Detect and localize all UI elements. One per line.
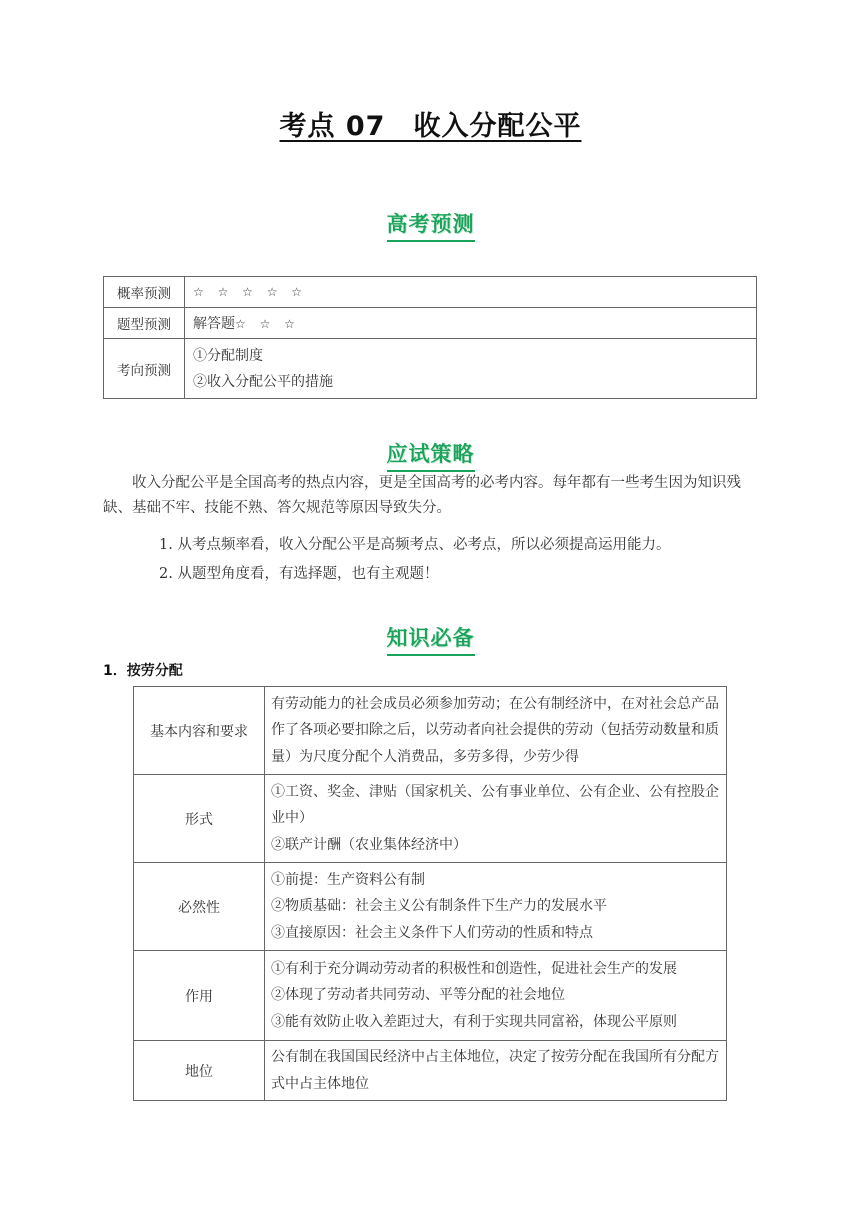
strategy-point-1: 1. 从考点频率看，收入分配公平是高频考点、必考点，所以必须提高运用能力。 <box>159 537 671 553</box>
necessity-line-3: ③直接原因：社会主义条件下人们劳动的性质和特点 <box>271 924 593 941</box>
table-row <box>104 308 757 339</box>
effect-line-3: ③能有效防止收入差距过大，有利于实现共同富裕，体现公平原则 <box>271 1013 677 1030</box>
table-row <box>134 1041 727 1101</box>
strategy-intro: 收入分配公平是全国高考的热点内容，更是全国高考的必考内容。每年都有一些考生因为知识残缺、基础不牢、技能不熟、答欠规范等原因导致失分。 <box>103 475 741 516</box>
question-type: 解答题 <box>193 316 235 332</box>
page-title: 考点 07 收入分配公平 <box>279 111 582 142</box>
knowledge-key-necessity: 必然性 <box>134 863 265 951</box>
knowledge-key-status: 地位 <box>134 1041 265 1101</box>
direction-line-2: ②收入分配公平的措施 <box>193 373 333 390</box>
form-line-2: ②联产计酬（农业集体经济中） <box>271 836 467 853</box>
table-row <box>134 951 727 1041</box>
table-row <box>104 339 757 399</box>
forecast-key-direction: 考向预测 <box>104 339 185 399</box>
table-row <box>104 277 757 308</box>
necessity-line-2: ②物质基础：社会主义公有制条件下生产力的发展水平 <box>271 898 607 915</box>
direction-line-1: ①分配制度 <box>193 347 263 364</box>
effect-line-2: ②体现了劳动者共同劳动、平等分配的社会地位 <box>271 987 565 1004</box>
forecast-key-probability: 概率预测 <box>104 277 185 308</box>
knowledge-value-content: 有劳动能力的社会成员必须参加劳动；在公有制经济中，在对社会总产品作了各项必要扣除之后，以劳动者向社会提供的劳动（包括劳动数量和质量）为尺度分配个人消费品，多劳多得，少劳少得 <box>265 687 727 775</box>
knowledge-key-content: 基本内容和要求 <box>134 687 265 775</box>
forecast-key-type: 题型预测 <box>104 308 185 339</box>
type-stars: ☆ ☆ ☆ <box>235 317 300 331</box>
probability-stars: ☆ ☆ ☆ ☆ ☆ <box>193 285 308 299</box>
forecast-table <box>103 276 757 399</box>
knowledge-value-status: 公有制在我国国民经济中占主体地位，决定了按劳分配在我国所有分配方式中占主体地位 <box>265 1041 727 1101</box>
table-row <box>134 687 727 775</box>
necessity-line-1: ①前提：生产资料公有制 <box>271 871 425 888</box>
section-forecast-heading: 高考预测 <box>0 208 861 242</box>
section-strategy-heading: 应试策略 <box>0 438 861 472</box>
form-line-1: ①工资、奖金、津贴（国家机关、公有事业单位、公有企业、公有控股企业中） <box>271 783 719 827</box>
knowledge-key-form: 形式 <box>134 775 265 863</box>
table-row <box>134 863 727 951</box>
knowledge-subtitle: 1．按劳分配 <box>103 663 183 679</box>
knowledge-table <box>133 686 727 1101</box>
knowledge-key-effect: 作用 <box>134 951 265 1041</box>
section-knowledge-heading: 知识必备 <box>0 622 861 656</box>
effect-line-1: ①有利于充分调动劳动者的积极性和创造性，促进社会生产的发展 <box>271 960 677 977</box>
table-row <box>134 775 727 863</box>
strategy-point-2: 2. 从题型角度看，有选择题，也有主观题！ <box>159 566 439 582</box>
